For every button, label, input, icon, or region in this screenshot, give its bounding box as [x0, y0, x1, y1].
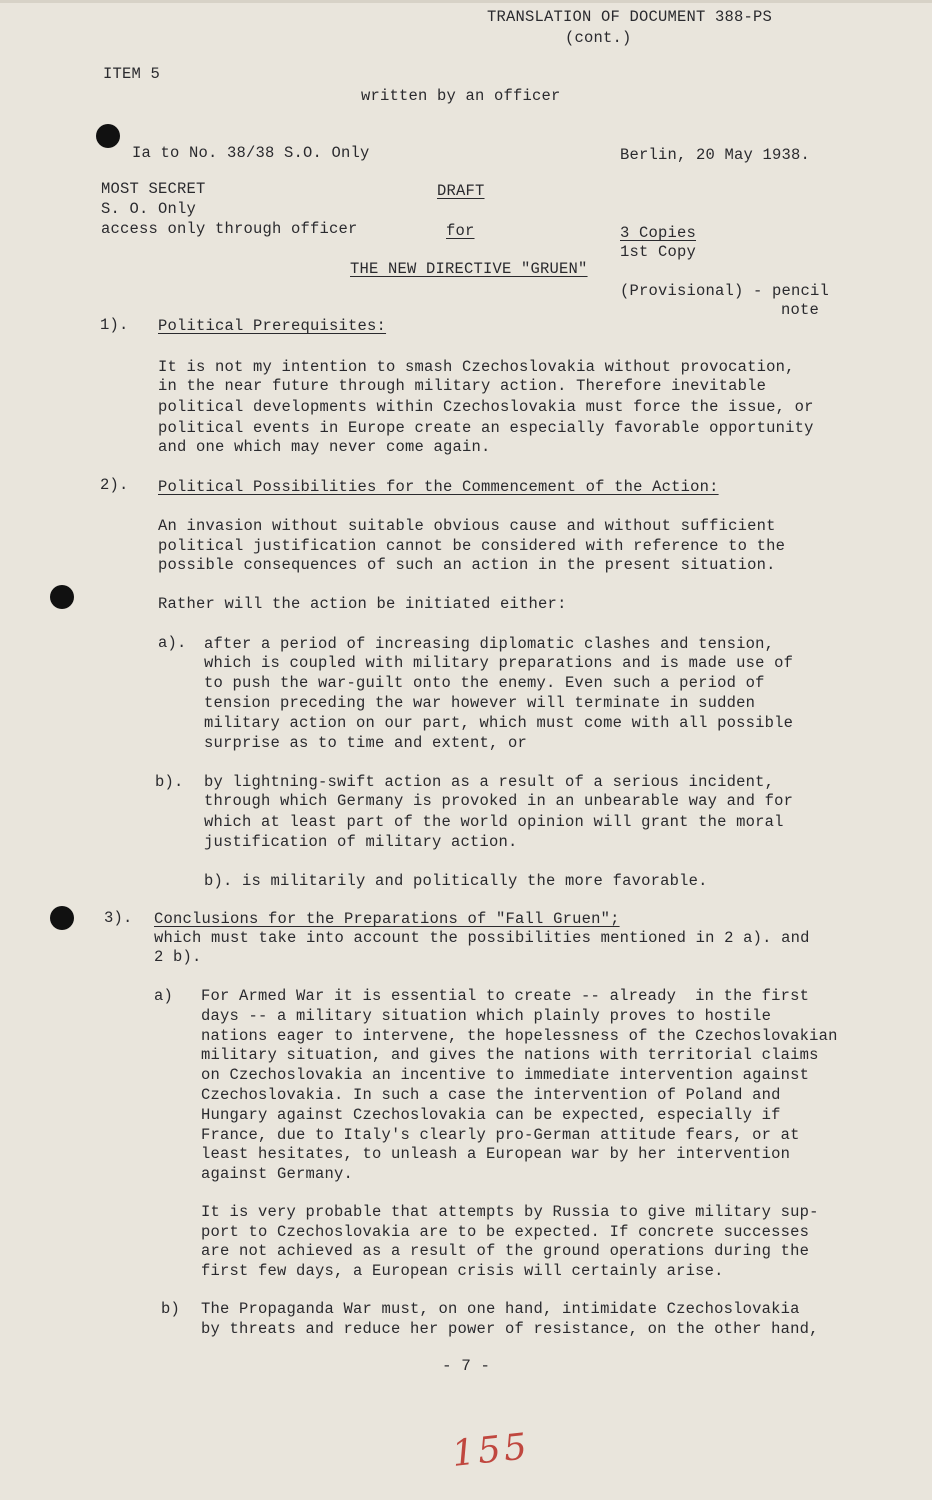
section-2-b-line: by lightning-swift action as a result of a serious incident, — [204, 773, 775, 791]
punch-hole-middle — [50, 585, 74, 609]
section-2-a-line: to push the war-guilt onto the enemy. Even such a period of — [204, 674, 765, 692]
section-3-a-label: a) — [154, 987, 174, 1005]
section-3-b-line: The Propaganda War must, on one hand, intimidate Czechoslovakia — [201, 1300, 800, 1318]
section-3-a-para2-line: are not achieved as a result of the ground operations during the — [201, 1242, 810, 1260]
section-3-heading-cont: 2 b). — [154, 948, 202, 966]
first-copy-label: 1st Copy — [620, 243, 697, 261]
page-edge — [0, 0, 932, 3]
section-3-a-line: nations eager to intervene, the hopelessness of the Czechoslovakian — [201, 1027, 838, 1045]
item-label: ITEM 5 — [103, 65, 161, 83]
written-by-note: written by an officer — [361, 87, 561, 105]
section-1-line: political events in Europe create an especially favorable opportunity — [158, 419, 814, 437]
classification-2: S. O. Only — [101, 200, 197, 218]
punch-hole-top — [96, 124, 120, 148]
section-3-a-line: military situation, and gives the nations with territorial claims — [201, 1046, 819, 1064]
section-3-a-line: Czechoslovakia. In such a case the intervention of Poland and — [201, 1086, 781, 1104]
section-2-b-conclusion: b). is militarily and politically the more favorable. — [204, 872, 708, 890]
section-3-heading: Conclusions for the Preparations of "Fall Gruen"; — [154, 910, 620, 928]
document-date: Berlin, 20 May 1938. — [620, 146, 811, 164]
section-3-a-line: Hungary against Czechoslovakia can be expected, especially if — [201, 1106, 781, 1124]
note-label: note — [781, 301, 820, 319]
copies-label: 3 Copies — [620, 224, 697, 242]
section-3-a-line: against Germany. — [201, 1165, 354, 1183]
translation-title: TRANSLATION OF DOCUMENT 388-PS — [487, 8, 773, 26]
handwritten-page-number: 155 — [450, 1426, 532, 1475]
section-1-line: political developments within Czechoslovakia must force the issue, or — [158, 398, 814, 416]
section-3-a-line: For Armed War it is essential to create -- already in the first — [201, 987, 810, 1005]
section-3-b-line: by threats and reduce her power of resistance, on the other hand, — [201, 1320, 819, 1338]
section-2-a-line: surprise as to time and extent, or — [204, 734, 528, 752]
section-3-a-line: France, due to Italy's clearly pro-German attitude fears, or at — [201, 1126, 800, 1144]
section-3-a-line: days -- a military situation which plainly proves to hostile — [201, 1007, 772, 1025]
section-1-heading: Political Prerequisites: — [158, 317, 387, 335]
section-2-b-line: through which Germany is provoked in an unbearable way and for — [204, 792, 794, 810]
section-2-a-label: a). — [158, 634, 187, 652]
section-2-intro-line: possible consequences of such an action in the present situation. — [158, 556, 776, 574]
section-3-a-line: least hesitates, to unleash a European war by her intervention — [201, 1145, 791, 1163]
section-2-a-line: which is coupled with military preparations and is made use of — [204, 654, 794, 672]
section-2-rather: Rather will the action be initiated either: — [158, 595, 567, 613]
section-2-b-line: justification of military action. — [204, 833, 518, 851]
section-2-a-line: military action on our part, which must come with all possible — [204, 714, 794, 732]
punch-hole-bottom — [50, 906, 74, 930]
section-2-number: 2). — [100, 476, 129, 494]
section-3-number: 3). — [104, 909, 133, 927]
section-3-b-label: b) — [161, 1300, 181, 1318]
section-3-a-para2-line: port to Czechoslovakia are to be expected. If concrete successes — [201, 1223, 810, 1241]
section-3-heading-cont: which must take into account the possibilities mentioned in 2 a). and — [154, 929, 810, 947]
section-1-line: and one which may never come again. — [158, 438, 491, 456]
section-3-a-line: on Czechoslovakia an incentive to immediate intervention against — [201, 1066, 810, 1084]
section-1-line: It is not my intention to smash Czechoslovakia without provocation, — [158, 358, 795, 376]
section-2-b-line: which at least part of the world opinion will grant the moral — [204, 813, 784, 831]
section-2-b-label: b). — [155, 773, 184, 791]
for-label: for — [446, 222, 475, 240]
section-1-number: 1). — [100, 316, 129, 334]
directive-title: THE NEW DIRECTIVE "GRUEN" — [350, 260, 588, 278]
section-2-a-line: tension preceding the war however will terminate in sudden — [204, 694, 756, 712]
cont-label: (cont.) — [565, 29, 632, 47]
reference-number: Ia to No. 38/38 S.O. Only — [132, 144, 370, 162]
section-3-a-para2-line: first few days, a European crisis will certainly arise. — [201, 1262, 724, 1280]
draft-label: DRAFT — [437, 182, 485, 200]
provisional-note: (Provisional) - pencil — [620, 282, 830, 300]
classification-1: MOST SECRET — [101, 180, 206, 198]
section-2-heading: Political Possibilities for the Commencement of the Action: — [158, 478, 719, 496]
section-2-a-line: after a period of increasing diplomatic clashes and tension, — [204, 635, 775, 653]
page-number: - 7 - — [441, 1357, 490, 1375]
section-1-line: in the near future through military action. Therefore inevitable — [158, 377, 767, 395]
section-2-intro-line: An invasion without suitable obvious cause and without sufficient — [158, 517, 776, 535]
section-2-intro-line: political justification cannot be considered with reference to the — [158, 537, 786, 555]
section-3-a-para2-line: It is very probable that attempts by Russia to give military sup- — [201, 1203, 819, 1221]
classification-3: access only through officer — [101, 220, 358, 238]
